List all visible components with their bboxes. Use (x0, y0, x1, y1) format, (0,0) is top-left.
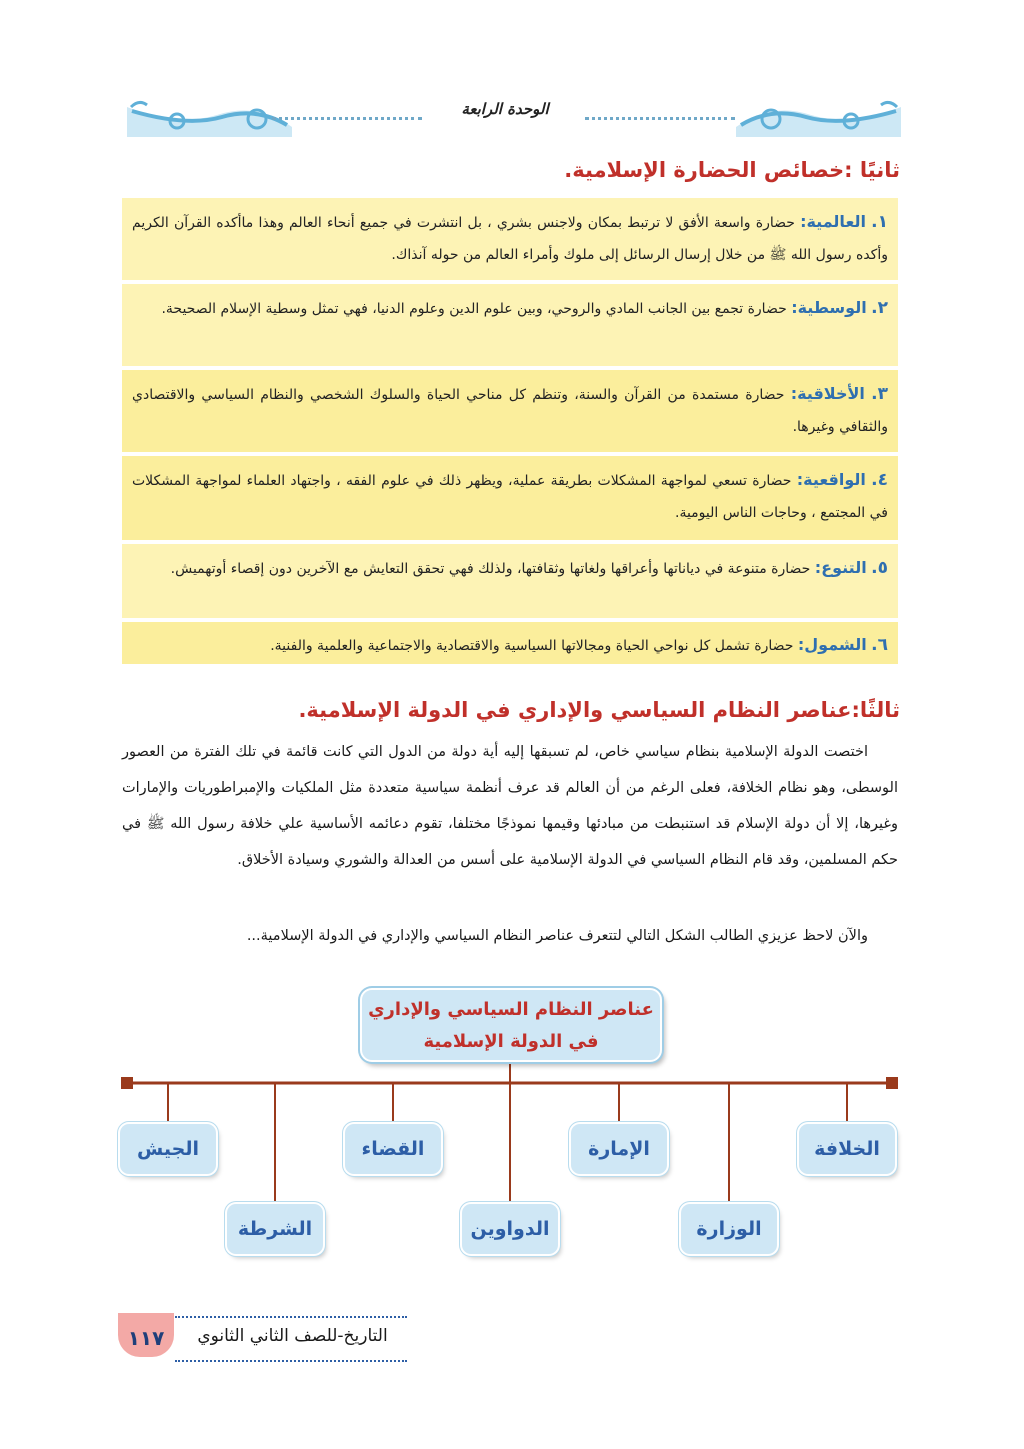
instruction-paragraph: والآن لاحظ عزيزي الطالب الشكل التالي لتتعرف عناصر النظام السياسي والإداري في الدولة الإسلامية... (246, 928, 868, 944)
diagram-title-line1: عناصر النظام السياسي والإداري (368, 999, 654, 1020)
intro-paragraph: اختصت الدولة الإسلامية بنظام سياسي خاص، لم تسبقها إليه أية دولة من الدول التي كانت قائمة في تلك الفترة من العصور الوسطى، وهو نظام الخلافة، فعلى الرغم من أن العالم قد عرف أنظمة سياسية متعددة مثل الملكيات والإمبراطوريات والإمارات وغيرها، إلا أن دولة الإسلام قد استنبطت من مبادئها وقيمها نموذجًا مختلفا، تقوم دعائمه الأساسية علي خلافة رسول الله ﷺ في حكم المسلمين، وقد قام النظام السياسي في الدولة الإسلامية على أسس من العدالة والشوري وسيادة الأخلاق. (122, 744, 898, 868)
item-number: ٥. (871, 558, 888, 578)
page-number: ١١٧ (127, 1326, 165, 1350)
node-emirate: الإمارة (571, 1124, 667, 1174)
header-ornament-left-icon (122, 97, 297, 139)
item-term: التنوع: (814, 558, 867, 577)
item-text: حضارة تسعي لمواجهة المشكلات بطريقة عملية، ويظهر ذلك في علوم الفقه ، واجتهاد العلماء لمواجهة المشكلات في المجتمع ، وحاجات الناس اليومية. (132, 473, 888, 521)
header-dots-left (272, 117, 422, 120)
header-ornament-right-icon (731, 97, 906, 139)
node-ministry: الوزارة (681, 1204, 777, 1254)
node-judiciary: القضاء (345, 1124, 441, 1174)
item-term: الشمول: (797, 635, 867, 654)
characteristic-item (122, 284, 898, 370)
item-term: العالمية: (800, 212, 866, 231)
item-text: حضارة متنوعة في دياناتها وأعراقها ولغاتها وثقافتها، ولذلك فهي تحقق التعايش مع الآخرين دون إقصاء أوتهميش. (170, 561, 811, 577)
item-text: حضارة تجمع بين الجانب المادي والروحي، وبين علوم الدين وعلوم الدنيا، فهي تمثل وسطية الإسلام الصحيحة. (161, 301, 787, 317)
item-term: الواقعية: (796, 470, 866, 489)
characteristic-item (122, 198, 898, 284)
item-text: حضارة تشمل كل نواحي الحياة ومجالاتها السياسية والاقتصادية والاجتماعية والعلمية والفنية. (270, 638, 794, 654)
characteristics-list (122, 198, 898, 668)
item-number: ٤. (871, 470, 889, 490)
unit-title: الوحدة الرابعة (461, 100, 549, 118)
item-text: حضارة واسعة الأفق لا ترتبط بمكان ولاجنس بشري ، بل انتشرت في جميع أنحاء العالم وهذا ماأكده القرآن الكريم وأكده رسول الله ﷺ من خلال إرسال الرسائل إلى ملوك وأمراء العالم من حوله آنذاك. (132, 215, 888, 263)
characteristic-item (122, 456, 898, 544)
footer-dots-top (175, 1316, 407, 1318)
item-number: ١. (871, 212, 888, 232)
node-diwans: الدواوين (462, 1204, 558, 1254)
section-title-political-system: ثالثًا:عناصر النظام السياسي والإداري في الدولة الإسلامية. (298, 698, 900, 722)
footer-dots-bottom (175, 1360, 407, 1362)
characteristic-item (122, 370, 898, 456)
header-dots-right (585, 117, 735, 120)
item-number: ٣. (871, 384, 889, 404)
node-caliphate: الخلافة (799, 1124, 895, 1174)
diagram-title-box (360, 988, 662, 1062)
item-term: الوسطية: (791, 298, 867, 317)
node-police: الشرطة (227, 1204, 323, 1254)
item-text: حضارة مستمدة من القرآن والسنة، وتنظم كل مناحي الحياة والسلوك الشخصي والنظام السياسي والاقتصادي والثقافي وغيرها. (132, 387, 888, 435)
diagram-title-line2: في الدولة الإسلامية (423, 1031, 599, 1052)
node-army: الجيش (120, 1124, 216, 1174)
item-number: ٦. (871, 635, 888, 655)
item-term: الأخلاقية: (790, 384, 865, 403)
section-title-characteristics: ثانيًا :خصائص الحضارة الإسلامية. (564, 158, 900, 182)
characteristic-item (122, 622, 898, 668)
characteristic-item (122, 544, 898, 622)
book-title: التاريخ-للصف الثاني الثانوي (197, 1326, 388, 1346)
item-number: ٢. (871, 298, 888, 318)
